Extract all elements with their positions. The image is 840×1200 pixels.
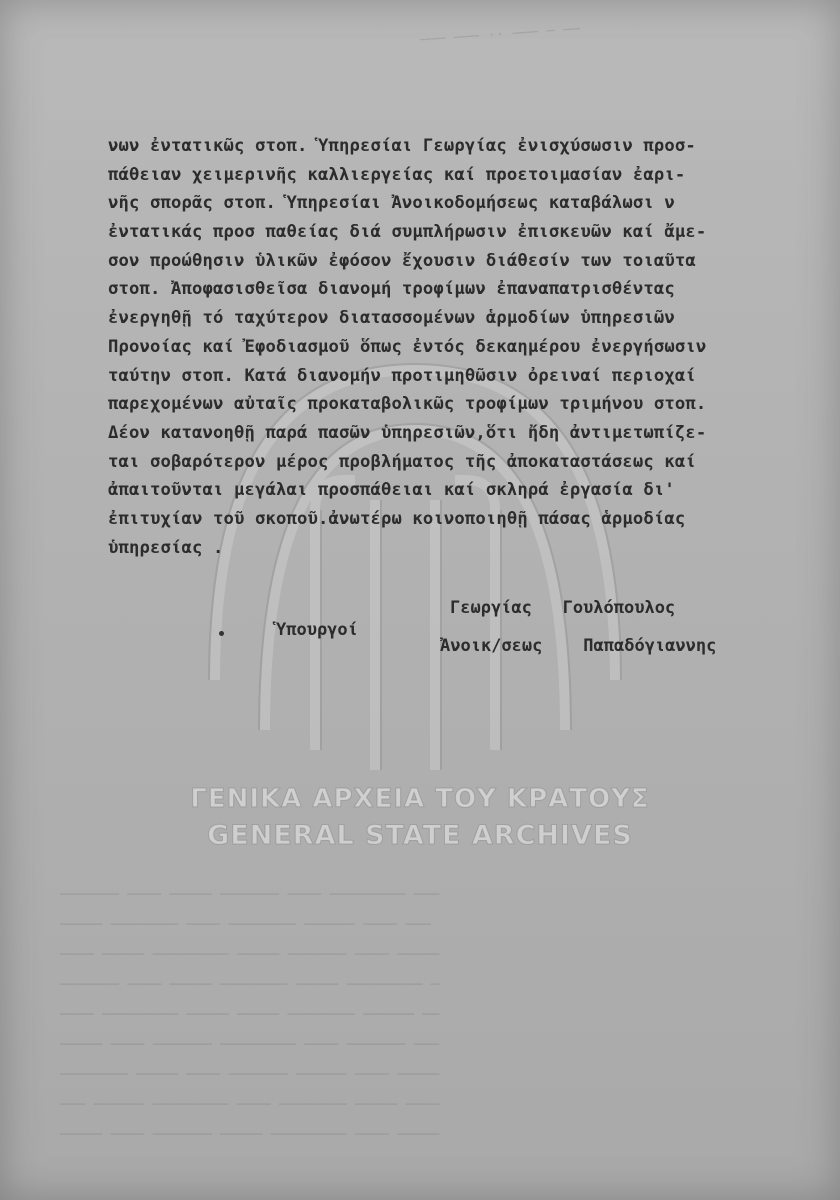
signature-reconstruction-minister: Ἀνοικ/σεως Παπαδόγιαννης xyxy=(440,636,717,656)
body-line: Προνοίας καί Ἐφοδιασμοῦ ὅπως ἐντός δεκαημέρου ἐνεργήσωσιν xyxy=(108,336,707,357)
body-line: σον προώθησιν ὑλικῶν ἐφόσον ἔχουσιν διάθεσίν των τοιαῦτα xyxy=(108,250,696,271)
telegram-body xyxy=(108,132,838,562)
signature-ministers-label: Ὑπουργοί xyxy=(276,620,358,640)
body-line: στοπ. Ἀποφασισθεῖσα διανομή τροφίμων ἐπαναπατρισθέντας xyxy=(108,279,675,300)
body-line: ὑπηρεσίας . xyxy=(108,537,224,558)
body-line: ται σοβαρότερον μέρος προβλήματος τῆς ἀποκαταστάσεως καί xyxy=(108,451,696,472)
body-line: ἐπιτυχίαν τοῦ σκοποῦ.ἀνωτέρω κοινοποιηθῇ πάσας ἁρμοδίας xyxy=(108,508,686,529)
signature-agriculture-minister: Γεωργίας Γουλόπουλος xyxy=(450,598,676,618)
body-line: ἀπαιτοῦνται μεγάλαι προσπάθειαι καί σκληρά ἐργασία δι' xyxy=(108,480,675,501)
body-line: ἐνεργηθῇ τό ταχύτερον διατασσομένων ἁρμοδίων ὑπηρεσιῶν xyxy=(108,308,675,329)
body-line: ἐντατικάς προσ παθείας διά συμπλήρωσιν ἐπισκευῶν καί ἄμε- xyxy=(108,222,707,243)
body-line: νῆς σπορᾶς στοπ. Ὑπηρεσίαι Ἀνοικοδομήσεως καταβάλωσι ν xyxy=(108,193,675,214)
body-line: παρεχομένων αὐταῖς προκαταβολικῶς τροφίμων τριμήνου στοπ. xyxy=(108,394,707,415)
body-line: Δέον κατανοηθῇ παρά πασῶν ὑπηρεσιῶν,ὅτι ἤδη ἀντιμετωπίζε- xyxy=(108,422,707,443)
body-line: νων ἐντατικῶς στοπ. Ὑπηρεσίαι Γεωργίας ἐνισχύσωσιν προσ- xyxy=(108,136,696,156)
watermark-english: GENERAL STATE ARCHIVES xyxy=(207,820,633,851)
body-line: πάθειαν χειμερινῆς καλλιεργείας καί προετοιμασίαν ἐαρι- xyxy=(108,164,686,185)
show-through-top: ─── ─── ·· ─── ─ ── xyxy=(419,21,581,49)
watermark-greek: ΓΕΝΙΚΑ ΑΡΧΕΙΑ ΤΟΥ ΚΡΑΤΟΥΣ xyxy=(190,784,650,814)
signature-bullet xyxy=(219,631,224,636)
show-through-bottom: ─────── ──── ───── ─────── ──── ───────── ─── ───── ──────── ──── ──────── ────── ──── ─── ──── ───── ───────── ───── ─────── ──── ───── ─────── ──── ───── ──────── ───── ───────── ─ ──── ───────── ───── ───── ──────── ────── ── ───── ──── ─────── ───────── ──── ─────── ─── ──────── ───── ──── ─────── ────── ──── ───── ─── ────── ───────── ──── ──────── ───── ──── ───── ──── ─────── ───── ───────── ──── ───── xyxy=(60,887,440,1143)
body-line: ταύτην στοπ. Κατά διανομήν προτιμηθῶσιν ὀρειναί περιοχαί xyxy=(108,365,696,386)
